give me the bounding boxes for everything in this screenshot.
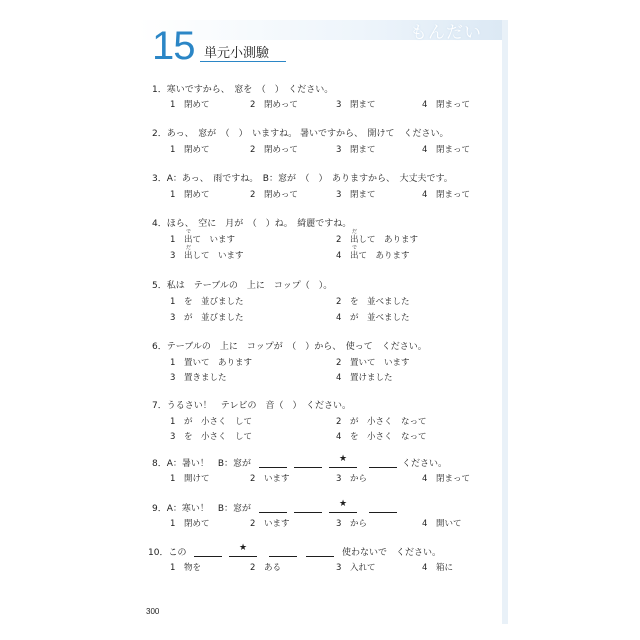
q9-blank-2[interactable] xyxy=(294,512,322,513)
q7-option-1[interactable]: 1 が 小さく して xyxy=(170,417,253,427)
q8-option-2[interactable]: 2 います xyxy=(250,474,290,484)
q4-ruby-2: だ xyxy=(352,229,358,235)
title-underline xyxy=(200,61,286,62)
q9-option-4[interactable]: 4 開いて xyxy=(422,519,462,529)
q4-option-1[interactable]: 1 出て います xyxy=(170,235,236,245)
q6-option-2[interactable]: 2 置いて います xyxy=(336,358,410,368)
question-1: 1．寒いですから、 窓を （ ） ください。 xyxy=(152,85,334,95)
q6-option-1[interactable]: 1 置いて あります xyxy=(170,358,253,368)
question-6: 6．テーブルの 上に コップが （ ）から、 使って ください。 xyxy=(152,342,427,352)
q1-option-4[interactable]: 4 閉まって xyxy=(422,100,471,110)
q7-option-4[interactable]: 4 を 小さく なって xyxy=(336,432,427,442)
q3-option-4[interactable]: 4 閉まって xyxy=(422,190,471,200)
q8-blank-3[interactable] xyxy=(329,467,357,468)
q5-option-3[interactable]: 3 が 並びました xyxy=(170,313,244,323)
q10-option-4[interactable]: 4 箱に xyxy=(422,563,454,573)
q5-option-2[interactable]: 2 を 並べました xyxy=(336,297,410,307)
q1-option-1[interactable]: 1 閉めて xyxy=(170,100,210,110)
q7-option-3[interactable]: 3 を 小さく して xyxy=(170,432,253,442)
q9-option-3[interactable]: 3 から xyxy=(336,519,368,529)
q10-blank-1[interactable] xyxy=(194,556,222,557)
q4-ruby-4: で xyxy=(352,245,358,251)
q10-option-1[interactable]: 1 物を xyxy=(170,563,202,573)
q3-option-2[interactable]: 2 閉めって xyxy=(250,190,298,200)
q4-option-3[interactable]: 3 出して います xyxy=(170,251,244,261)
q8-tail: ください。 xyxy=(402,459,448,469)
q10-star-icon: ★ xyxy=(239,543,248,553)
chapter-number: 15 xyxy=(152,24,195,68)
q4-option-4[interactable]: 4 出て あります xyxy=(336,251,410,261)
q2-option-2[interactable]: 2 閉めって xyxy=(250,145,298,155)
chapter-title: 単元小測驗 xyxy=(204,46,270,61)
q9-star-icon: ★ xyxy=(339,499,348,509)
side-label: もんだい xyxy=(410,23,482,43)
q2-option-4[interactable]: 4 閉まって xyxy=(422,145,471,155)
question-4: 4．ほら、 空に 月が （ ）ね。 綺麗ですね。 xyxy=(152,219,352,229)
question-8: 8．A：暑い！ B：窓が xyxy=(152,459,252,469)
q4-ruby-3: だ xyxy=(186,245,192,251)
q2-option-1[interactable]: 1 閉めて xyxy=(170,145,210,155)
q8-option-3[interactable]: 3 から xyxy=(336,474,368,484)
question-7: 7．うるさい！ テレビの 音（ ） ください。 xyxy=(152,401,352,411)
q8-blank-4[interactable] xyxy=(369,467,397,468)
q10-blank-4[interactable] xyxy=(306,556,334,557)
question-10: 10．この xyxy=(148,548,187,558)
q10-option-3[interactable]: 3 入れて xyxy=(336,563,376,573)
q9-option-1[interactable]: 1 閉めて xyxy=(170,519,210,529)
q9-option-2[interactable]: 2 います xyxy=(250,519,290,529)
question-3: 3．A：あっ、 雨ですね。 B：窓が （ ） ありますから、 大丈夫です。 xyxy=(152,174,453,184)
q5-option-1[interactable]: 1 を 並びました xyxy=(170,297,244,307)
q4-ruby-1: で xyxy=(186,229,192,235)
q2-option-3[interactable]: 3 閉まて xyxy=(336,145,376,155)
question-5: 5．私は テーブルの 上に コップ（ ）。 xyxy=(152,281,333,291)
q10-blank-3[interactable] xyxy=(269,556,297,557)
question-2: 2．あっ、 窓が （ ） いますね。 暑いですから、 開けて ください。 xyxy=(152,129,449,139)
q8-option-4[interactable]: 4 閉まって xyxy=(422,474,471,484)
page-number: 300 xyxy=(146,607,160,616)
q5-option-4[interactable]: 4 が 並べました xyxy=(336,313,410,323)
q10-option-2[interactable]: 2 ある xyxy=(250,563,282,573)
q1-option-3[interactable]: 3 閉まて xyxy=(336,100,376,110)
q4-option-2[interactable]: 2 出して あります xyxy=(336,235,419,245)
question-9: 9．A：寒い！ B：窓が xyxy=(152,504,252,514)
q8-blank-2[interactable] xyxy=(294,467,322,468)
q10-blank-2[interactable] xyxy=(229,556,257,557)
q9-blank-3[interactable] xyxy=(329,512,357,513)
q1-option-2[interactable]: 2 閉めって xyxy=(250,100,298,110)
q7-option-2[interactable]: 2 が 小さく なって xyxy=(336,417,427,427)
side-band xyxy=(502,20,508,624)
q9-blank-1[interactable] xyxy=(259,512,287,513)
q3-option-3[interactable]: 3 閉まて xyxy=(336,190,376,200)
q6-option-3[interactable]: 3 置きました xyxy=(170,373,227,383)
q10-tail: 使わないで ください。 xyxy=(342,548,442,558)
q6-option-4[interactable]: 4 置けました xyxy=(336,373,393,383)
q8-star-icon: ★ xyxy=(339,454,348,464)
q8-option-1[interactable]: 1 開けて xyxy=(170,474,210,484)
q3-option-1[interactable]: 1 閉めて xyxy=(170,190,210,200)
q8-blank-1[interactable] xyxy=(259,467,287,468)
q9-blank-4[interactable] xyxy=(369,512,397,513)
